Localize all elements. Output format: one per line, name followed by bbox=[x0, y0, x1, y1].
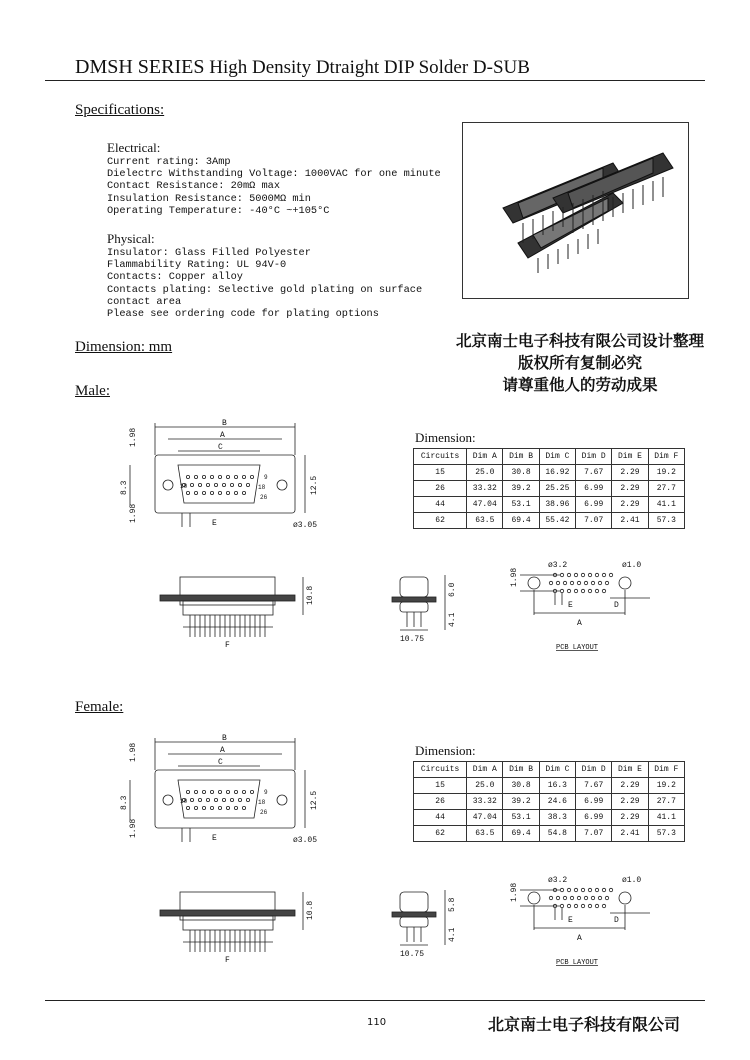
dimension-label: 26 bbox=[260, 809, 268, 816]
table-cell: 26 bbox=[414, 481, 467, 497]
footer-rule bbox=[45, 1000, 705, 1001]
column-header: Dim E bbox=[612, 762, 648, 778]
female-heading: Female: bbox=[75, 699, 124, 715]
table-cell: 39.2 bbox=[503, 481, 539, 497]
table-cell: 57.3 bbox=[648, 826, 684, 842]
column-header: Dim F bbox=[648, 449, 684, 465]
header-rule bbox=[45, 80, 705, 81]
table-cell: 41.1 bbox=[648, 810, 684, 826]
column-header: Dim F bbox=[648, 762, 684, 778]
dimension-label: ø3.05 bbox=[293, 836, 318, 845]
dimension-label: B bbox=[222, 419, 227, 428]
spec-line: Insulation Resistance: 5000MΩ min bbox=[107, 192, 311, 205]
table-cell: 15 bbox=[414, 465, 467, 481]
table-cell: 2.29 bbox=[612, 810, 648, 826]
table-cell: 33.32 bbox=[467, 481, 503, 497]
table-row bbox=[414, 826, 685, 842]
table-cell: 47.04 bbox=[467, 810, 503, 826]
dimension-label: D bbox=[614, 601, 619, 610]
notice-line: 版权所有复制必究 bbox=[517, 354, 642, 372]
table-row bbox=[414, 810, 685, 826]
table-cell: 6.99 bbox=[576, 810, 612, 826]
table-cell: 69.4 bbox=[503, 826, 539, 842]
electrical-specs bbox=[107, 140, 441, 217]
table-cell: 62 bbox=[414, 513, 467, 529]
dimension-label: A bbox=[220, 431, 225, 440]
dimension-label: ø3.05 bbox=[293, 521, 318, 530]
male-heading: Male: bbox=[75, 383, 110, 399]
spec-line: contact area bbox=[107, 295, 182, 308]
dimension-label: 9 bbox=[264, 789, 268, 796]
male-section bbox=[0, 415, 750, 655]
table-cell: 39.2 bbox=[503, 794, 539, 810]
column-header: Dim D bbox=[576, 449, 612, 465]
dimension-label: 6.0 bbox=[448, 582, 457, 597]
table-cell: 54.8 bbox=[539, 826, 575, 842]
electrical-heading: Electrical: bbox=[107, 140, 161, 155]
table-cell: 38.3 bbox=[539, 810, 575, 826]
dimension-label: 1.98 bbox=[129, 503, 138, 523]
spec-line: Current rating: 3Amp bbox=[107, 156, 231, 168]
table-cell: 47.04 bbox=[467, 497, 503, 513]
table-cell: 53.1 bbox=[503, 497, 539, 513]
dimension-label: 18 bbox=[258, 799, 266, 806]
dimension-label: 8.3 bbox=[120, 480, 129, 495]
female-dimension-table bbox=[413, 761, 685, 842]
table-header-row bbox=[414, 762, 685, 778]
dimension-label: C bbox=[218, 443, 223, 452]
dimension-label: F bbox=[225, 956, 230, 965]
dimension-label: B bbox=[222, 734, 227, 743]
spec-line: Insulator: Glass Filled Polyester bbox=[107, 247, 311, 259]
table-cell: 7.07 bbox=[576, 513, 612, 529]
table-cell: 7.07 bbox=[576, 826, 612, 842]
dimension-label: 9 bbox=[264, 474, 268, 481]
table-cell: 25.0 bbox=[467, 778, 503, 794]
dimension-label: 10 bbox=[180, 483, 188, 490]
table-cell: 2.41 bbox=[612, 513, 648, 529]
table-cell: 63.5 bbox=[467, 513, 503, 529]
table-cell: 2.29 bbox=[612, 497, 648, 513]
page-number: 110 bbox=[367, 1017, 387, 1028]
male-end-view bbox=[392, 575, 445, 630]
dimension-label: 12.5 bbox=[310, 790, 319, 810]
specifications-heading: Specifications: bbox=[75, 102, 165, 118]
dimension-label: 18 bbox=[258, 484, 266, 491]
page-title bbox=[75, 56, 530, 79]
dimension-label: PCB LAYOUT bbox=[556, 644, 599, 652]
table-cell: 16.92 bbox=[539, 465, 575, 481]
dimension-label: ø3.2 bbox=[548, 561, 568, 570]
product-photo bbox=[462, 122, 689, 299]
spec-line: Please see ordering code for plating options bbox=[107, 308, 379, 321]
table-cell: 30.8 bbox=[503, 778, 539, 794]
table-row bbox=[414, 465, 685, 481]
notice-line: 请尊重他人的劳动成果 bbox=[502, 376, 658, 394]
table-cell: 53.1 bbox=[503, 810, 539, 826]
spec-line: Dielectrc Withstanding Voltage: 1000VAC for one minute bbox=[107, 168, 441, 181]
table-row bbox=[414, 481, 685, 497]
table-row bbox=[414, 497, 685, 513]
dimension-label: 12.5 bbox=[310, 475, 319, 495]
dimension-label: 1.98 bbox=[129, 818, 138, 838]
female-front-view bbox=[130, 738, 305, 842]
spec-line: Contacts plating: Selective gold plating on surface bbox=[107, 283, 423, 296]
table-row bbox=[414, 513, 685, 529]
dimension-label: 8.3 bbox=[120, 795, 129, 810]
table-cell: 6.99 bbox=[576, 497, 612, 513]
male-front-view bbox=[130, 423, 305, 527]
female-side-view bbox=[160, 892, 303, 952]
table-cell: 33.32 bbox=[467, 794, 503, 810]
table-cell: 2.29 bbox=[612, 778, 648, 794]
dimension-label: 1.98 bbox=[510, 882, 519, 902]
table-cell: 69.4 bbox=[503, 513, 539, 529]
table-cell: 63.5 bbox=[467, 826, 503, 842]
male-dimension-table bbox=[413, 448, 685, 529]
spec-line: Operating Temperature: -40°C ~+105°C bbox=[107, 204, 330, 217]
column-header: Dim B bbox=[503, 762, 539, 778]
table-cell: 2.29 bbox=[612, 465, 648, 481]
male-table-title: Dimension: bbox=[415, 430, 476, 445]
dimension-label: E bbox=[212, 834, 217, 843]
column-header: Circuits bbox=[414, 449, 467, 465]
spec-line: Contacts: Copper alloy bbox=[107, 271, 243, 284]
table-cell: 55.42 bbox=[539, 513, 575, 529]
physical-specs bbox=[107, 231, 422, 320]
dimension-label: ø1.0 bbox=[622, 561, 642, 570]
column-header: Dim E bbox=[612, 449, 648, 465]
electrical-lines bbox=[107, 156, 441, 217]
table-header-row bbox=[414, 449, 685, 465]
dimension-label: E bbox=[568, 916, 573, 925]
male-pcb-layout bbox=[520, 573, 650, 615]
table-cell: 25.0 bbox=[467, 465, 503, 481]
female-pcb-layout bbox=[520, 888, 650, 930]
spec-line: Flammability Rating: UL 94V-0 bbox=[107, 259, 287, 272]
table-cell: 2.29 bbox=[612, 794, 648, 810]
table-cell: 38.96 bbox=[539, 497, 575, 513]
column-header: Dim C bbox=[539, 762, 575, 778]
column-header: Dim B bbox=[503, 449, 539, 465]
notice-line: 北京南士电子科技有限公司设计整理 bbox=[455, 332, 704, 350]
female-section bbox=[0, 730, 750, 975]
dimension-label: 1.98 bbox=[129, 742, 138, 762]
dimension-label: A bbox=[220, 746, 225, 755]
column-header: Circuits bbox=[414, 762, 467, 778]
dimension-label: E bbox=[568, 601, 573, 610]
dimension-label: A bbox=[577, 934, 582, 943]
physical-lines bbox=[107, 247, 422, 320]
copyright-notice bbox=[430, 330, 730, 396]
series-name: DMSH SERIES bbox=[75, 56, 205, 78]
dimension-label: 10.8 bbox=[306, 585, 315, 605]
dimension-label: C bbox=[218, 758, 223, 767]
table-cell: 27.7 bbox=[648, 481, 684, 497]
dimension-heading: Dimension: mm bbox=[75, 339, 173, 355]
column-header: Dim C bbox=[539, 449, 575, 465]
dimension-label: 26 bbox=[260, 494, 268, 501]
dimension-label: ø1.0 bbox=[622, 876, 642, 885]
dimension-label: D bbox=[614, 916, 619, 925]
series-subtitle: High Density Dtraight DIP Solder D-SUB bbox=[209, 57, 530, 78]
physical-heading: Physical: bbox=[107, 231, 155, 246]
table-cell: 16.3 bbox=[539, 778, 575, 794]
footer-company: 北京南士电子科技有限公司 bbox=[488, 1015, 681, 1034]
dimension-label: 10 bbox=[180, 798, 188, 805]
table-cell: 30.8 bbox=[503, 465, 539, 481]
column-header: Dim A bbox=[467, 762, 503, 778]
spec-line: Contact Resistance: 20mΩ max bbox=[107, 180, 281, 193]
female-table-title: Dimension: bbox=[415, 743, 476, 758]
table-cell: 6.99 bbox=[576, 794, 612, 810]
table-cell: 19.2 bbox=[648, 778, 684, 794]
dimension-label: 1.98 bbox=[129, 427, 138, 447]
table-row bbox=[414, 778, 685, 794]
dimension-label: 5.8 bbox=[448, 897, 457, 912]
connector-photo-image bbox=[463, 123, 688, 298]
table-cell: 27.7 bbox=[648, 794, 684, 810]
table-cell: 7.67 bbox=[576, 778, 612, 794]
dimension-label: 4.1 bbox=[448, 612, 457, 627]
female-end-view bbox=[392, 890, 445, 945]
dimension-label: 10.75 bbox=[400, 635, 425, 644]
table-cell: 24.6 bbox=[539, 794, 575, 810]
dimension-label: E bbox=[212, 519, 217, 528]
table-cell: 19.2 bbox=[648, 465, 684, 481]
dimension-label: A bbox=[577, 619, 582, 628]
table-cell: 62 bbox=[414, 826, 467, 842]
column-header: Dim A bbox=[467, 449, 503, 465]
male-side-view bbox=[160, 577, 303, 637]
table-cell: 6.99 bbox=[576, 481, 612, 497]
table-cell: 2.41 bbox=[612, 826, 648, 842]
dimension-label: 10.75 bbox=[400, 950, 425, 959]
table-cell: 25.25 bbox=[539, 481, 575, 497]
dimension-label: F bbox=[225, 641, 230, 650]
table-row bbox=[414, 794, 685, 810]
dimension-label: 10.8 bbox=[306, 900, 315, 920]
table-cell: 2.29 bbox=[612, 481, 648, 497]
dimension-label: PCB LAYOUT bbox=[556, 959, 599, 967]
dimension-label: ø3.2 bbox=[548, 876, 568, 885]
table-cell: 15 bbox=[414, 778, 467, 794]
table-cell: 57.3 bbox=[648, 513, 684, 529]
table-cell: 44 bbox=[414, 810, 467, 826]
table-cell: 41.1 bbox=[648, 497, 684, 513]
table-cell: 7.67 bbox=[576, 465, 612, 481]
dimension-label: 1.98 bbox=[510, 567, 519, 587]
dimension-label: 4.1 bbox=[448, 927, 457, 942]
column-header: Dim D bbox=[576, 762, 612, 778]
table-cell: 44 bbox=[414, 497, 467, 513]
table-cell: 26 bbox=[414, 794, 467, 810]
